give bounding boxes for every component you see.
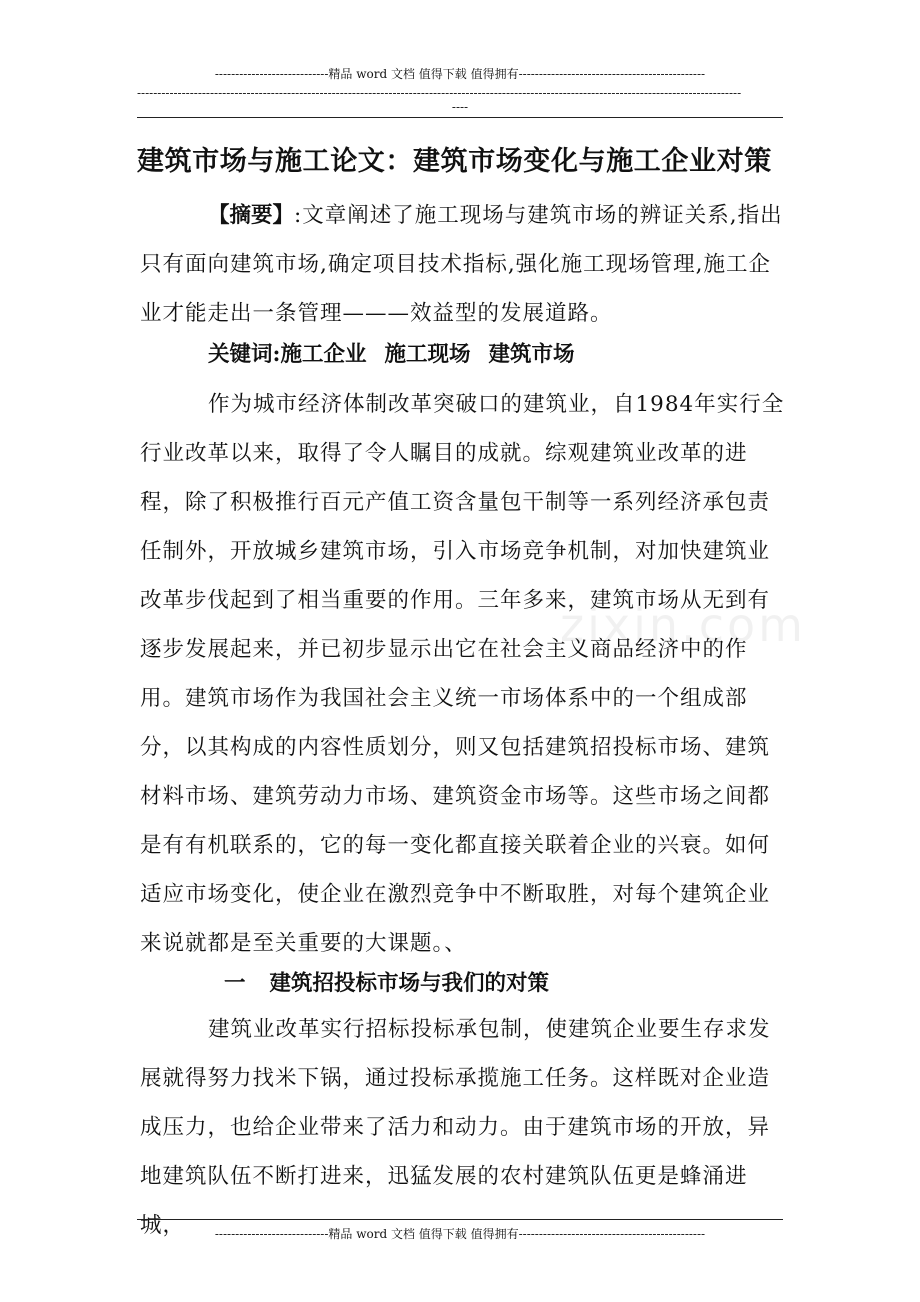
section-paragraph: 建筑业改革实行招标投标承包制，使建筑企业要生存求发展就得努力找米下锅，通过投标承揽施工任务。这样既对企业造成压力，也给企业带来了活力和动力。由于建筑市场的开放，异地建筑队伍不断打进来，迅猛发展的农村建筑队伍更是蜂涌进城， bbox=[140, 1017, 771, 1238]
section-title: 建筑招投标市场与我们的对策 bbox=[269, 971, 550, 996]
header-rule bbox=[137, 117, 783, 118]
header-dash-line: ----------------------------------------------------------------------------------------------------------------------------------------------------- bbox=[137, 86, 742, 100]
intro-block bbox=[140, 380, 790, 968]
header-banner: ----------------------------精品 word 文档 值得下载 值得拥有---------------------------------------------- bbox=[214, 67, 706, 81]
footer-rule bbox=[137, 1219, 783, 1220]
abstract-block bbox=[140, 191, 790, 338]
section-body bbox=[140, 1005, 790, 1250]
abstract-paragraph bbox=[140, 191, 790, 338]
section-number: 一 bbox=[224, 971, 246, 996]
intro-paragraph: 作为城市经济体制改革突破口的建筑业，自1984年实行全行业改革以来，取得了令人瞩目的成就。综观建筑业改革的进程，除了积极推行百元产值工资含量包干制等一系列经济承包责任制外，开放城乡建筑市场，引入市场竞争机制，对加快建筑业改革步伐起到了相当重要的作用。三年多来，建筑市场从无到有逐步发展起来，并已初步显示出它在社会主义商品经济中的作用。建筑市场作为我国社会主义统一市场体系中的一个组成部分，以其构成的内容性质划分，则又包括建筑招投标市场、建筑材料市场、建筑劳动力市场、建筑资金市场等。这些市场之间都是有有机联系的，它的每一变化都直接关联着企业的兴衰。如何适应市场变化，使企业在激烈竞争中不断取胜，对每个建筑企业来说就都是至关重要的大课题。、 bbox=[140, 392, 785, 956]
keyword-item: 建筑市场 bbox=[488, 342, 575, 367]
watermark: zixin.com bbox=[560, 598, 806, 652]
abstract-label: 【摘要】 bbox=[208, 203, 295, 228]
keywords-line bbox=[208, 333, 574, 377]
footer-banner: ----------------------------精品 word 文档 值得下载 值得拥有---------------------------------------------- bbox=[214, 1227, 706, 1241]
keywords-label: 关键词: bbox=[208, 342, 281, 367]
abstract-text: :文章阐述了施工现场与建筑市场的辨证关系,指出只有面向建筑市场,确定项目技术指标,强化施工现场管理,施工企业才能走出一条管理———效益型的发展道路。 bbox=[140, 203, 783, 326]
keyword-item: 施工现场 bbox=[384, 342, 471, 367]
header-dash-tail: ---- bbox=[451, 100, 469, 114]
page-title: 建筑市场与施工论文：建筑市场变化与施工企业对策 bbox=[137, 146, 772, 177]
keyword-item: 施工企业 bbox=[280, 342, 367, 367]
section-heading bbox=[224, 962, 549, 1006]
